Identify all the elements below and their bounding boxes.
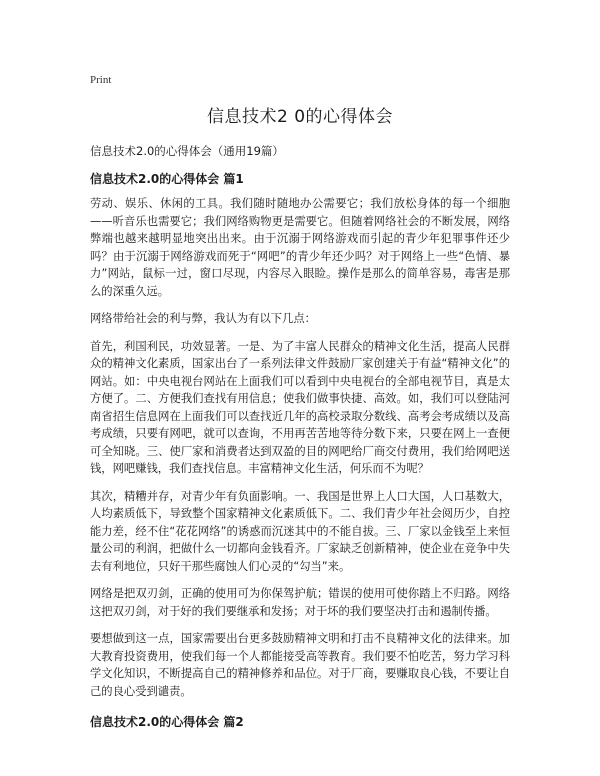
paragraph-6: 要想做到这一点，国家需要出台更多鼓励精神文明和打击不良精神文化的法律来。加大教育投资费用，使我们每一个人都能接受高等教育。我们要不怕吃苦，努力学习科学文化知识，不断提高自己的精神修养和品位。对于厂商，要赚取良心钱，不要让自己的良心受到谴责。 <box>90 632 510 698</box>
page-title: 信息技术2 0的心得体会 <box>206 107 394 127</box>
paragraph-4: 其次，精糟并存，对青少年有负面影响。一、我国是世界上人口大国，人口基数大，人均素质低下，导致整个国家精神文化素质低下。二、我们青少年社会阅历少，自控能力差，经不住“花花网络”的诱惑而沉迷其中的不能自拔。三、厂家以金钱至上来恒量公司的利润，把做什么一切都向金钱看齐。厂家缺乏创新精神，使企业在竞争中失去有利地位，只好干那些腐蚀人们心灵的“勾当”来。 <box>90 489 510 573</box>
section-heading-1: 信息技术2.0的心得体会 篇1 <box>90 172 244 186</box>
document-subtitle: 信息技术2.0的心得体会（通用19篇） <box>90 144 284 158</box>
print-link[interactable]: Print <box>90 74 112 86</box>
paragraph-1: 劳动、娱乐、休闲的工具。我们随时随地办公需要它；我们放松身体的每一个细胞——听音乐也需要它；我们网络购物更是需要它。但随着网络社会的不断发展，网络弊端也越来越明显地突出出来。由于沉溺于网络游戏而引起的青少年犯罪事件还少吗？由于沉溺于网络游戏而死于“网吧”的青少年还少吗？对于网络上一些“色情、暴力”网站，鼠标一过，窗口尽现，内容尽入眼睑。操作是那么的简单容易，毒害是那么的深重久远。 <box>90 197 510 298</box>
paragraph-3: 首先，利国利民，功效显著。一是、为了丰富人民群众的精神文化生活，提高人民群众的精神文化素质，国家出台了一系列法律文件鼓励厂家创建关于有益“精神文化”的网站。如：中央电视台网站在上面我们可以看到中央电视台的全部电视节目，真是太方便了。二、方便我们查找有用信息；使我们做事快捷、高效。如，我们可以登陆河南省招生信息网在上面我们可以查找近几年的高校录取分数线、高考会考成绩以及高考成绩，只要有网吧，就可以查询，不用再苦苦地等待分数下来，只要在网上一查便可全知晓。三、使厂家和消费者达到双盈的目的网吧给厂商交付费用，我们给网吧送钱，网吧赚钱，我们查找信息。丰富精神文化生活，何乐而不为呢？ <box>90 339 510 475</box>
section-heading-2: 信息技术2.0的心得体会 篇2 <box>90 715 244 729</box>
paragraph-5: 网络是把双刃剑，正确的使用可为你保驾护航；错误的使用可使你踏上不归路。网络这把双刃剑，对于好的我们要继承和发扬；对于坏的我们要坚决打击和遏制传播。 <box>90 587 510 618</box>
paragraph-2: 网络带给社会的利与弊，我认为有以下几点： <box>90 312 316 325</box>
